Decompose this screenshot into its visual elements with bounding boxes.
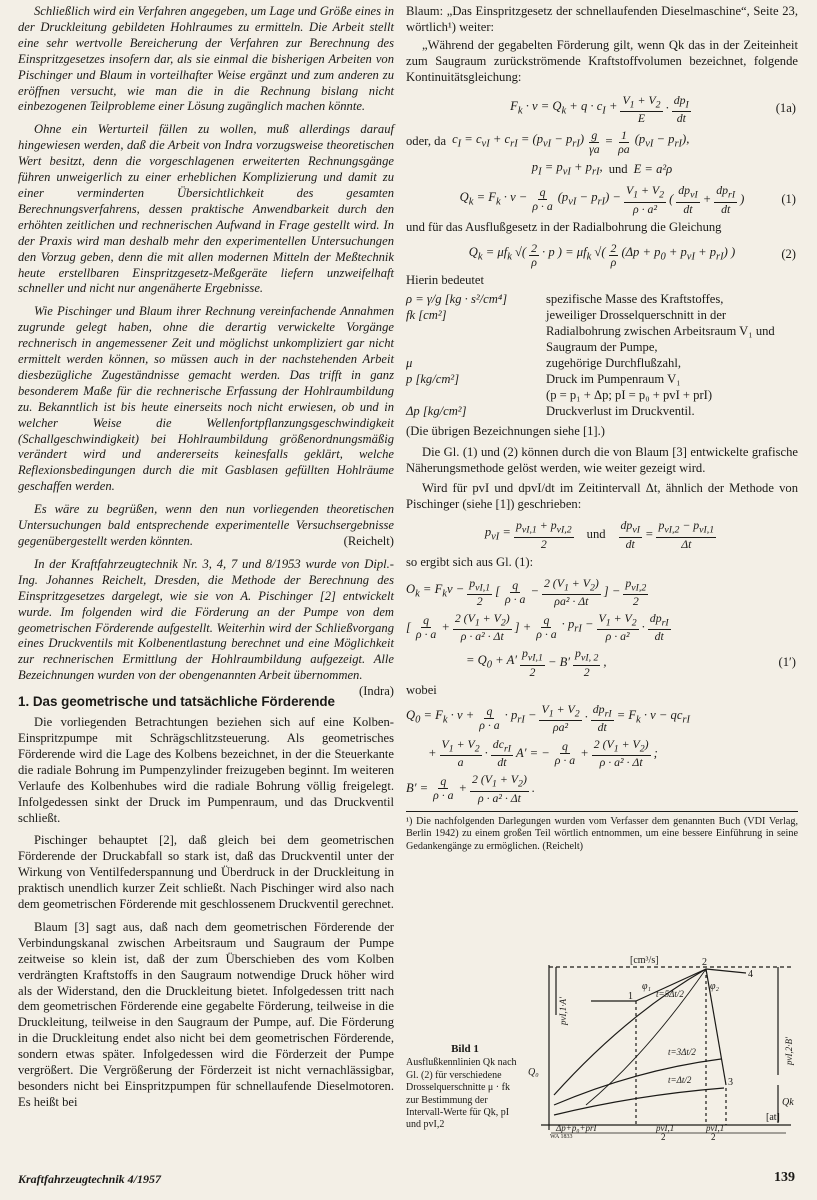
definitions-table	[406, 292, 798, 419]
equation-aprime: + $\frac{V_1 + V_2}{a}$ · $\frac{dc_{rI}}{dt}$ A′ = − $\frac{q}{\rho \cdot a}$ + $\frac{2 (V_1 + V_2)}{\text{ρ · a² · Δt}}$ ;	[428, 736, 658, 770]
equation-1a: $F_k \cdot v = Q_k + q \cdot c_I$ + $\frac{V_1 + V_2}{E}$ · $\frac{dp_I}{dt}$ (1a)	[510, 92, 796, 125]
definition-row	[406, 372, 798, 388]
label-pvi1: pvI,1·A′	[558, 997, 568, 1025]
equation-interval: $p_{vI}$ = $\frac{p_{vI,1} + p_{vI,2}}{2}$ und $\frac{dp_{vI}}{dt}$ = $\frac{p_{vI,2} - p_{vI,1}}{\Delta t}$	[484, 518, 715, 551]
journal-footer: Kraftfahrzeugtechnik 4/1957	[18, 1172, 162, 1186]
definition-row	[406, 388, 798, 404]
bottom-denom-2: 2	[711, 1132, 716, 1140]
definition-text: jeweiliger Drosselquerschnitt in der Radialbohrung zwischen Arbeitsraum V₁ und Saugraum der Pumpe,	[546, 308, 775, 355]
uebrigen-text: (Die übrigen Bezeichnungen siehe [1].)	[406, 423, 605, 438]
hierin-text: Hierin bedeutet	[406, 272, 484, 287]
definition-row	[406, 404, 798, 420]
figure-diagram	[406, 955, 798, 1140]
point-2: 2	[702, 957, 707, 968]
bottom-label-dp: Δp+p₀+prI	[556, 1123, 597, 1133]
definition-text: zugehörige Durchflußzahl,	[546, 356, 681, 371]
text-und: und	[608, 162, 628, 177]
bottom-denom-1: 2	[661, 1132, 666, 1140]
definition-symbol: p [kg/cm²]	[406, 372, 460, 387]
intro-paragraph: Ohne ein Werturteil fällen zu wollen, muß allerdings darauf hingewiesen werden, daß die Arbeit von Indra vorzugsweise theoretischen Wert besitzt, denn die vorgeschlagenen erweiterten Rechnungsgänge führen unweigerlich zu einer erheblichen Komplizierung und damit zu einer verminderten Übersichtlichkeit des gesamten Berechnungsverfahrens, dessen praktische Anwendbarkeit durch den erhöhten zeitlichen und rechnerischen Aufwand in Frage gestellt wird. In der Praxis wird man deshalb mehr den experimentellen Untersuchungen den Vorzug geben, denn die mit allen modernen Mitteln der Meßtechnik heute erstellbaren Einspritzgesetz-Meßgeräte liefern unzweifelhaft schneller und nicht nur angenäherte Ergebnisse.	[18, 122, 394, 296]
angle-phi1: φ₁	[642, 981, 652, 992]
intro-paragraph: Schließlich wird ein Verfahren angegeben, um Lage und Größe eines in der Druckleitung gebildeten Hohlraumes zu ermitteln. Die Arbeit stellt eine sehr wertvolle Bereicherung der Verfahren zur Berechnung des Einspritzgesetzes insofern dar, als sie einmal die bisherigen Arbeiten von Pischinger und Blaum in vorteilhafter Weise ergänzt und zum anderen zu eröffnen versucht, wie man die in die Rechnung bislang nicht einbezogenen Teilprobleme einer Lösung zugänglich machen könnte.	[18, 4, 394, 114]
label-qk: Qk	[782, 1097, 794, 1108]
equation-number: (1a)	[775, 101, 796, 116]
equation-bprime: B′ = $\frac{q}{\rho \cdot a}$ + $\frac{2 (V_1 + V_2)}{\text{ρ · a² · Δt}}$ .	[406, 772, 536, 805]
equation-number: (2)	[781, 247, 796, 262]
intro-text: In der Kraftfahrzeugtechnik Nr. 3, 4, 7 und 8/1953 wurde von Dipl.-Ing. Johannes Reichelt, Dresden, die Methode der Berechnung des Einspritzgesetzes dargelegt, wie sie von A. Pischinger [2] entwickelt wurde. Im folgenden wird die Förderung an der Pumpe von dem geometrischen Förderende aufgestellt. Weiterhin wird der Schließvorgang eines Druckventils mit Kolbenentlastung berechnet und eine Möglichkeit zur rechnerischen Ermittlung der Hohlraumbildung aufgezeigt. Alle Bezeichnungen wurden von der obengenannten Arbeit übernommen.	[18, 556, 394, 683]
curve-dt	[554, 1088, 724, 1115]
axis-unit-right: [at]	[766, 1112, 780, 1123]
intro-paragraph: Wie Pischinger und Blaum ihrer Rechnung vereinfachende Annahmen zugrunde gelegt haben, ohne die derartig verwickelte Vorgänge rechnerisch in angemessener Zeit und möglichst unkompliziert gar nicht ermittelt werden können, so müssen auch in der nachstehenden Arbeit diesbezügliche Zugeständnisse gemacht werden. Das trifft in ganz besonderem Maße für die rechnerische Erfassung der Hohlraumbildung zu. Bekanntlich ist bis heute einerseits noch nicht erwiesen, ob und in welcher Weise die Wellenfortpflanzungsgeschwindigkeit (Schallgeschwindigkeit) bei Hohlraumbildung größenordnungsmäßig verändert wird und andererseits keinesfalls geklärt, welche Reflexionsbedingungen durch die mit Gasblasen gefüllten Hohlräume geschaffen werden.	[18, 304, 394, 494]
figure-caption-text: Ausflußkennlinien Qk nach Gl. (2) für verschiedene Drosselquerschnitte μ · fk zur Bestimmung der Intervall-Werte für Qk, pI und pvI,2	[406, 1057, 517, 1131]
line-2-4	[706, 969, 746, 973]
curve-label-3dt: t=3Δt/2	[668, 1047, 696, 1057]
signature-indra: (Indra)	[359, 684, 394, 699]
body-paragraph: Blaum [3] sagt aus, daß nach dem geometrischen Förderende der Verbindungskanal zwischen Arbeitsraum und Saugraum der Pumpe zeitweise so klein ist, daß der zum Überschieben des vom Kolben verdrängten Kraftstoffs in den Saugraum notwendige Druck höher wird als der Widerstand, den die Druckleitung bietet. Infolgedessen tritt nach dem geometrischen Förderende eine gegabelte Förderung, teilweise in die Druckleitung, teilweise in den Saugraum der Pumpe, auf. Die Förderung in die Druckleitung endet also nicht bei dem geometrischen Förderende, sondern etwas später. Infolgedessen wird die Förderzeit der Pumpe vergrößert. Die Vergrößerung der Förderzeit ist nicht vernachlässigbar, besonders nicht bei Einspritzpumpen für schnellaufende Dieselmotoren. Es heißt bei	[18, 919, 394, 1109]
intro-text: Es wäre zu begrüßen, wenn den nun vorliegenden theoretischen Untersuchungen bald entsprechende experimentelle Versuchsergebnisse gegenübergestellt werden könnten.	[18, 502, 394, 548]
equation-1prime-b: [ $\frac{q}{\rho \cdot a}$ + $\frac{2 (V_1 + V_2)}{\text{ρ · a² · Δt}}$ ] + $\frac{q}{\rho \cdot a}$ · $p_{rI}$ − $\frac{V_1 + V_2}{\text{ρ · a²}}$ · $\frac{dp_{rI}}{dt}$	[406, 610, 669, 644]
gl-paragraph: Die Gl. (1) und (2) können durch die von Blaum [3] entwickelte grafische Näherungsmethode gelöst werden, wie weiter gezeigt wird.	[406, 444, 798, 475]
point-1: 1	[628, 991, 633, 1002]
body-paragraph: Die vorliegenden Betrachtungen beziehen sich auf eine Kolben-Einspritzpumpe mit Schrägschlitzsteuerung. Als geometrisches Förderende wird die Lage des Kolbens bezeichnet, in der die Steuerkante die radiale Bohrung im Pumpenzylinder freizugeben beginnt. Im weiteren Verlaufe des Kolbenhubes wird die radiale Bohrung völlig freigelegt. Infolgedessen sinkt der Druck im Pumpenraum, und das Druckventil schließt.	[18, 715, 394, 825]
figure-caption-title: Bild 1	[451, 1043, 479, 1055]
curve-label-dt: t=Δt/2	[668, 1075, 692, 1085]
definition-symbol	[406, 388, 546, 404]
right-column	[406, 4, 798, 853]
ausfluss-text: und für das Ausflußgesetz in der Radialbohrung die Gleichung	[406, 219, 722, 234]
body-paragraph: Pischinger behauptet [2], daß gleich bei dem geometrischen Förderende der Druckabfall so stark ist, daß das Druckventil unter der Wirkung von Ventilfederspannung und Überdruck in der Druckleitung in praktisch unendlich kurzer Zeit schließt. Nach Pischinger wird also nach dem geometrischen Förderende mit geschlossenem Druckventil gerechnet.	[18, 833, 394, 912]
definition-symbol: μ	[406, 356, 413, 371]
definition-symbol: ρ = γ/g [kg · s²/cm⁴]	[406, 292, 508, 307]
so-ergibt-text: so ergibt sich aus Gl. (1):	[406, 554, 534, 569]
definition-text: Druckverlust im Druckventil.	[546, 403, 695, 418]
footnote: ¹) Die nachfolgenden Darlegungen wurden vom Verfasser dem genannten Buch (VDI Verlag, Berlin 1942) zu einem großen Teil wörtlich entnommen, um eine bessere Einführung in seine Gedankengänge zu ermöglichen. (Reichelt)	[406, 811, 798, 854]
wird-paragraph: Wird für pvI und dpvI/dt im Zeitintervall Δt, ähnlich der Methode von Pischinger (siehe [1]) geschrieben:	[406, 481, 798, 512]
quote-paragraph: „Während der gegabelten Förderung gilt, wenn Qk das in der Zeiteinheit zum Saugraum zurückströmende Kraftstoffvolumen bezeichnet, folgende Kontinuitätsgleichung:	[406, 37, 798, 84]
definition-text: Druck im Pumpenraum V₁	[546, 372, 681, 387]
curve-label-5dt: t=5Δt/2	[656, 989, 684, 999]
equation-2: $Q_k = \mu f_k$ √( $\frac{2}{\rho}$ · p ) = $\mu f_k$ √( $\frac{2}{\rho}$ $(\Delta p + p_0 + p_{vI} + p_{rI})$ ) (2)	[468, 240, 796, 269]
definition-row	[406, 356, 798, 372]
figure-1	[406, 955, 798, 1140]
equation-substitution: oder, da $c_I = c_{vI} + c_{rI} = (p_{vI} - p_{rI})$ $\frac{g}{\gamma a}$ = $\frac{1}{\rho a}$ $(p_{vI} - p_{rI})$,	[406, 127, 690, 156]
bottom-label-pvi1b: pvI,1	[706, 1123, 725, 1133]
definition-row	[406, 292, 798, 308]
left-column	[18, 4, 394, 1111]
equation-1prime-a: $O_k = F_kv$ − $\frac{p_{vI,1}}{2}$ [ $\frac{q}{\rho \cdot a}$ − $\frac{2 (V_1 + V_2)}{\text{ρa² · Δt}}$ ] − $\frac{p_{vI,2}}{2}$	[406, 575, 647, 608]
bottom-label-pvi1: pvI,1	[656, 1123, 675, 1133]
equation-number: (1′)	[778, 654, 796, 669]
label-q0: Q₀	[528, 1067, 539, 1078]
lead-paragraph: Blaum: „Das Einspritzgesetz der schnellaufenden Dieselmaschine“, Seite 23, wörtlich¹) weiter:	[406, 4, 798, 34]
figure-stamp: WA 1833	[550, 1134, 573, 1140]
definition-symbol: Δp [kg/cm²]	[406, 403, 467, 418]
definition-row	[406, 308, 798, 356]
equation-pi-e: $p_I = p_{vI} + p_{rI}$, und E = a²ρ	[531, 159, 673, 178]
axis-unit-top: [cm³/s]	[630, 955, 659, 966]
angle-phi2: φ₂	[710, 981, 720, 992]
text-oder-da: oder, da	[406, 134, 447, 149]
equation-number: (1)	[781, 192, 796, 207]
wobei-text: wobei	[406, 682, 437, 697]
equation-q0: $Q_0 = F_k \cdot v$ + $\frac{q}{\rho \cdot a}$ · $p_{rI}$ − $\frac{V_1 + V_2}{\text{ρa²}}$ · $\frac{dp_{rI}}{dt}$ = $F_k \cdot v - qc_{rI}$	[406, 701, 691, 734]
intro-paragraph	[18, 556, 394, 699]
label-pvi2: pvI,2·B′	[784, 1037, 794, 1065]
definition-symbol: fk [cm²]	[406, 308, 447, 323]
definition-text: spezifische Masse des Kraftstoffes,	[546, 292, 724, 307]
definition-text: (p = p₁ + Δp; pI = p₀ + pvI + prI)	[546, 387, 713, 402]
intro-paragraph	[18, 502, 394, 550]
page-number: 139	[774, 1170, 795, 1185]
point-3: 3	[728, 1077, 733, 1088]
point-4: 4	[748, 969, 753, 980]
section-heading: 1. Das geometrische und tatsächliche Förderende	[18, 694, 336, 710]
signature-reichelt: (Reichelt)	[343, 534, 394, 548]
equation-1: $Q_k = F_k \cdot v$ − $\frac{q}{\rho \cdot a}$ $(p_{vI} - p_{rI})$ − $\frac{V_1 + V_2}{\text{ρ · a²}}$ ( $\frac{dp_{vI}}{dt}$ + $\frac{dp_{rI}}{dt}$ ) (1)	[459, 183, 796, 216]
equation-1prime-c: = $Q_0 + A'$ $\frac{p_{vI,1}}{2}$ − B′ $\frac{p_{vI, 2}}{2}$ , (1′)	[466, 646, 796, 679]
